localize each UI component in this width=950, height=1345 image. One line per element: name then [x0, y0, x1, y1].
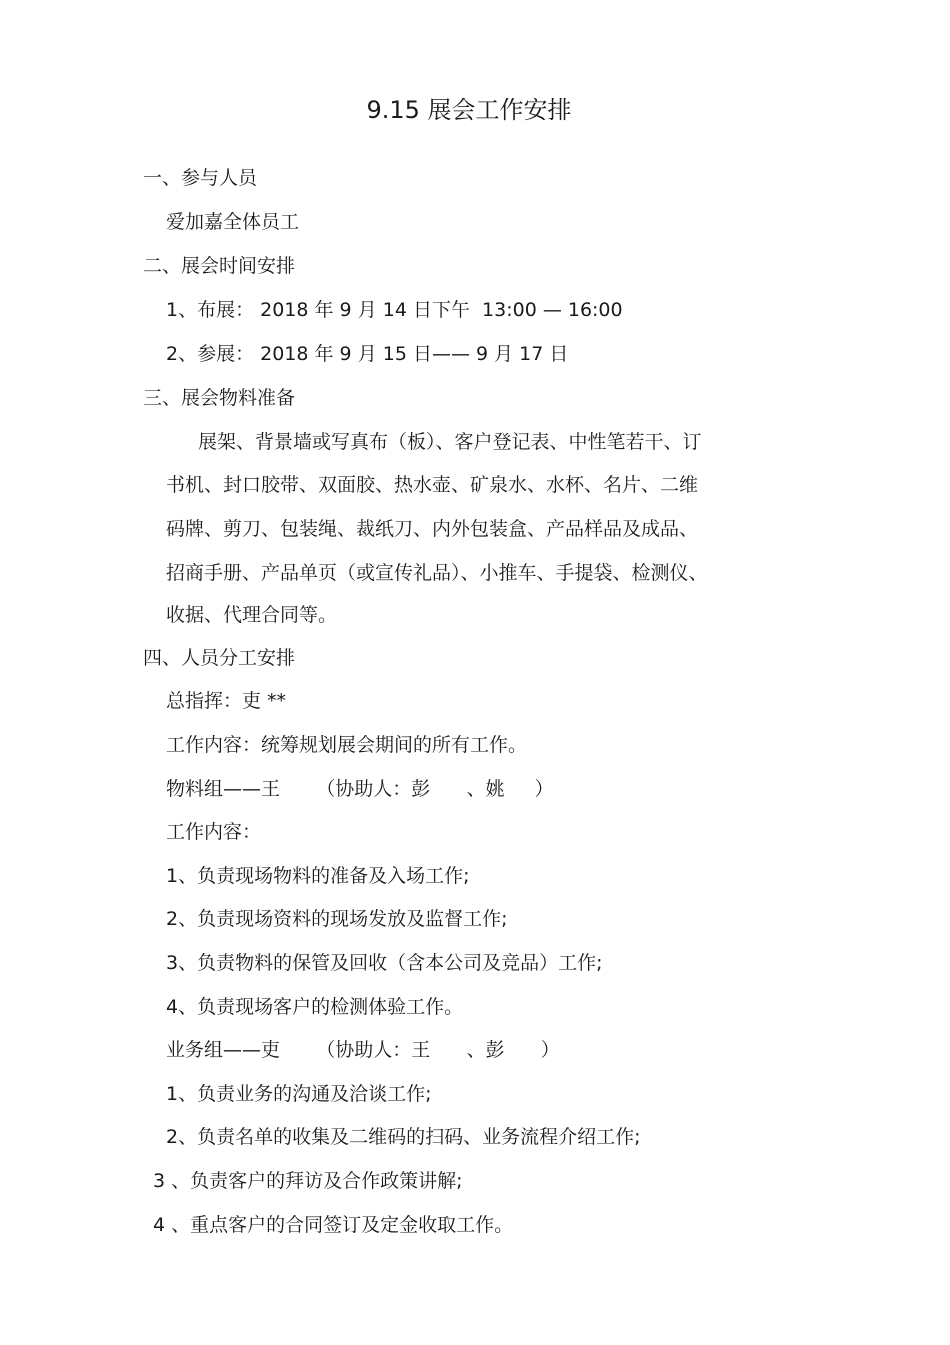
- commander-duty: 工作内容：统筹规划展会期间的所有工作。: [166, 734, 528, 756]
- materials-paragraph-line: 展架、背景墙或写真布（板）、客户登记表、中性笔若干、订: [198, 431, 702, 453]
- schedule-exhibition: 2、参展： 2018 年 9 月 15 日—— 9 月 17 日: [166, 343, 569, 365]
- section-heading-materials: 三、展会物料准备: [143, 387, 296, 409]
- business-group-duty-item: 4 、重点客户的合同签订及定金收取工作。: [153, 1214, 514, 1236]
- materials-group-heading: 物料组——王 （协助人：彭 、姚 ）: [166, 778, 554, 800]
- materials-group-duty-item: 3、负责物料的保管及回收（含本公司及竞品）工作;: [166, 952, 603, 974]
- materials-group-duty-item: 1、负责现场物料的准备及入场工作;: [166, 865, 470, 887]
- business-group-duty-item: 3 、负责客户的拜访及合作政策讲解;: [153, 1170, 463, 1192]
- participants-text: 爱加嘉全体员工: [166, 211, 300, 233]
- materials-paragraph-line: 码牌、剪刀、包装绳、裁纸刀、内外包装盒、产品样品及成品、: [166, 518, 699, 540]
- materials-group-duty-item: 4、负责现场客户的检测体验工作。: [166, 996, 464, 1018]
- document-title: 9.15 展会工作安排: [366, 96, 572, 124]
- commander-line: 总指挥：吏 **: [166, 690, 287, 712]
- section-heading-schedule: 二、展会时间安排: [143, 255, 296, 277]
- section-heading-staffing: 四、人员分工安排: [143, 647, 296, 669]
- section-heading-participants: 一、参与人员: [143, 167, 258, 189]
- materials-paragraph-line: 书机、封口胶带、双面胶、热水壶、矿泉水、水杯、名片、二维: [166, 474, 699, 496]
- materials-paragraph-line: 收据、代理合同等。: [166, 604, 338, 626]
- materials-group-duty-item: 2、负责现场资料的现场发放及监督工作;: [166, 908, 508, 930]
- schedule-setup: 1、布展： 2018 年 9 月 14 日下午 13:00 — 16:00: [166, 299, 623, 321]
- business-group-duty-item: 2、负责名单的收集及二维码的扫码、业务流程介绍工作;: [166, 1126, 641, 1148]
- materials-group-duty-label: 工作内容：: [166, 821, 262, 843]
- materials-paragraph-line: 招商手册、产品单页（或宣传礼品）、小推车、手提袋、检测仪、: [166, 562, 708, 584]
- business-group-heading: 业务组——吏 （协助人：王 、彭 ）: [166, 1039, 560, 1061]
- business-group-duty-item: 1、负责业务的沟通及洽谈工作;: [166, 1083, 432, 1105]
